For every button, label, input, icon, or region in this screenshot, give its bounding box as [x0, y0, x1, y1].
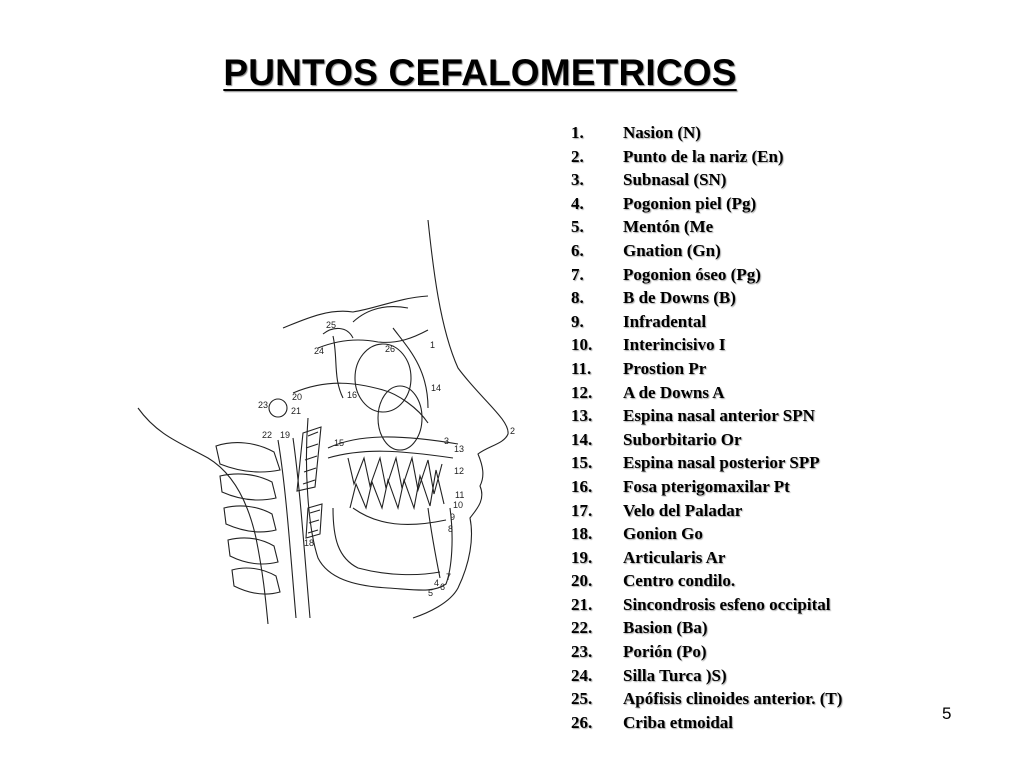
list-item: 1. Nasion (N): [571, 123, 701, 142]
list-item: 13. Espina nasal anterior SPN: [571, 406, 815, 426]
figure-label-2: 2: [510, 426, 516, 436]
figure-label-1: 1: [430, 340, 436, 350]
figure-label-15: 15: [334, 438, 345, 448]
list-item: 12. A de Downs A: [571, 382, 725, 402]
figure-label-12: 12: [454, 466, 465, 476]
figure-label-5: 5: [428, 588, 434, 598]
figure-label-13: 13: [454, 444, 465, 454]
list-item: 25. Apófisis clinoides anterior. (T): [571, 689, 843, 709]
list-item: 26. Criba etmoidal: [571, 712, 734, 732]
list-item: 23. Porión (Po): [571, 642, 707, 662]
cranial-base: [283, 296, 428, 328]
figure-label-19: 19: [280, 430, 291, 440]
figure-label-7: 7: [446, 572, 452, 582]
figure-label-6: 6: [440, 582, 446, 592]
list-item: 21. Sincondrosis esfeno occipital: [571, 594, 831, 614]
figure-label-23: 23: [258, 400, 269, 410]
list-item: 19. Articularis Ar: [571, 547, 726, 567]
figure-label-18: 18: [304, 538, 315, 548]
figure-label-22: 22: [262, 430, 273, 440]
palate-line: [328, 437, 458, 448]
figure-label-10: 10: [453, 500, 464, 510]
figure-label-3: 3: [444, 436, 450, 446]
list-item: 15. Espina nasal posterior SPP: [571, 453, 820, 473]
figure-label-8: 8: [448, 524, 454, 534]
list-item: 18. Gonion Go: [571, 524, 703, 544]
figure-label-11: 11: [455, 490, 465, 500]
figure-label-9: 9: [450, 512, 456, 522]
list-item: 4. Pogonion piel (Pg): [571, 193, 757, 213]
soft-tissue-profile: [413, 220, 508, 618]
list-item: 24. Silla Turca )S): [571, 665, 727, 685]
list-item: 20. Centro condilo.: [571, 571, 736, 591]
list-item: 22. Basion (Ba): [571, 618, 708, 638]
figure-label-24: 24: [314, 346, 325, 356]
lower-teeth: [350, 470, 444, 508]
cervical-vertebrae: [216, 443, 280, 472]
figure-label-26: 26: [385, 344, 396, 354]
list-item: 5. Mentón (Me: [571, 217, 714, 237]
figure-label-14: 14: [431, 383, 442, 393]
figure-label-16: 16: [347, 390, 358, 400]
upper-teeth: [348, 458, 442, 494]
cephalometric-points-list: [571, 121, 842, 734]
list-item: 2. Punto de la nariz (En): [571, 146, 784, 166]
list-item: 7. Pogonion óseo (Pg): [571, 264, 761, 284]
list-item: 11. Prostion Pr: [571, 358, 707, 378]
list-item: 10. Interincisivo I: [571, 335, 726, 355]
figure-label-4: 4: [434, 578, 440, 588]
figure-label-20: 20: [292, 392, 303, 402]
slide-title: PUNTOS CEFALOMETRICOS: [223, 52, 737, 93]
cephalometric-skull-diagram: [128, 208, 520, 624]
figure-label-25: 25: [326, 320, 337, 330]
list-item: 14. Suborbitario Or: [571, 429, 742, 449]
orbit-outline: [355, 344, 411, 412]
list-item: 8. B de Downs (B): [571, 288, 736, 308]
list-item: 9. Infradental: [571, 311, 707, 331]
list-item: 17. Velo del Paladar: [571, 500, 743, 520]
list-item: 6. Gnation (Gn): [571, 240, 721, 260]
list-item: 16. Fosa pterigomaxilar Pt: [571, 476, 790, 496]
skull-line-drawing: [128, 208, 520, 624]
figure-label-21: 21: [291, 406, 302, 416]
page-number: 5: [942, 704, 952, 723]
list-item: 3. Subnasal (SN): [571, 170, 727, 190]
